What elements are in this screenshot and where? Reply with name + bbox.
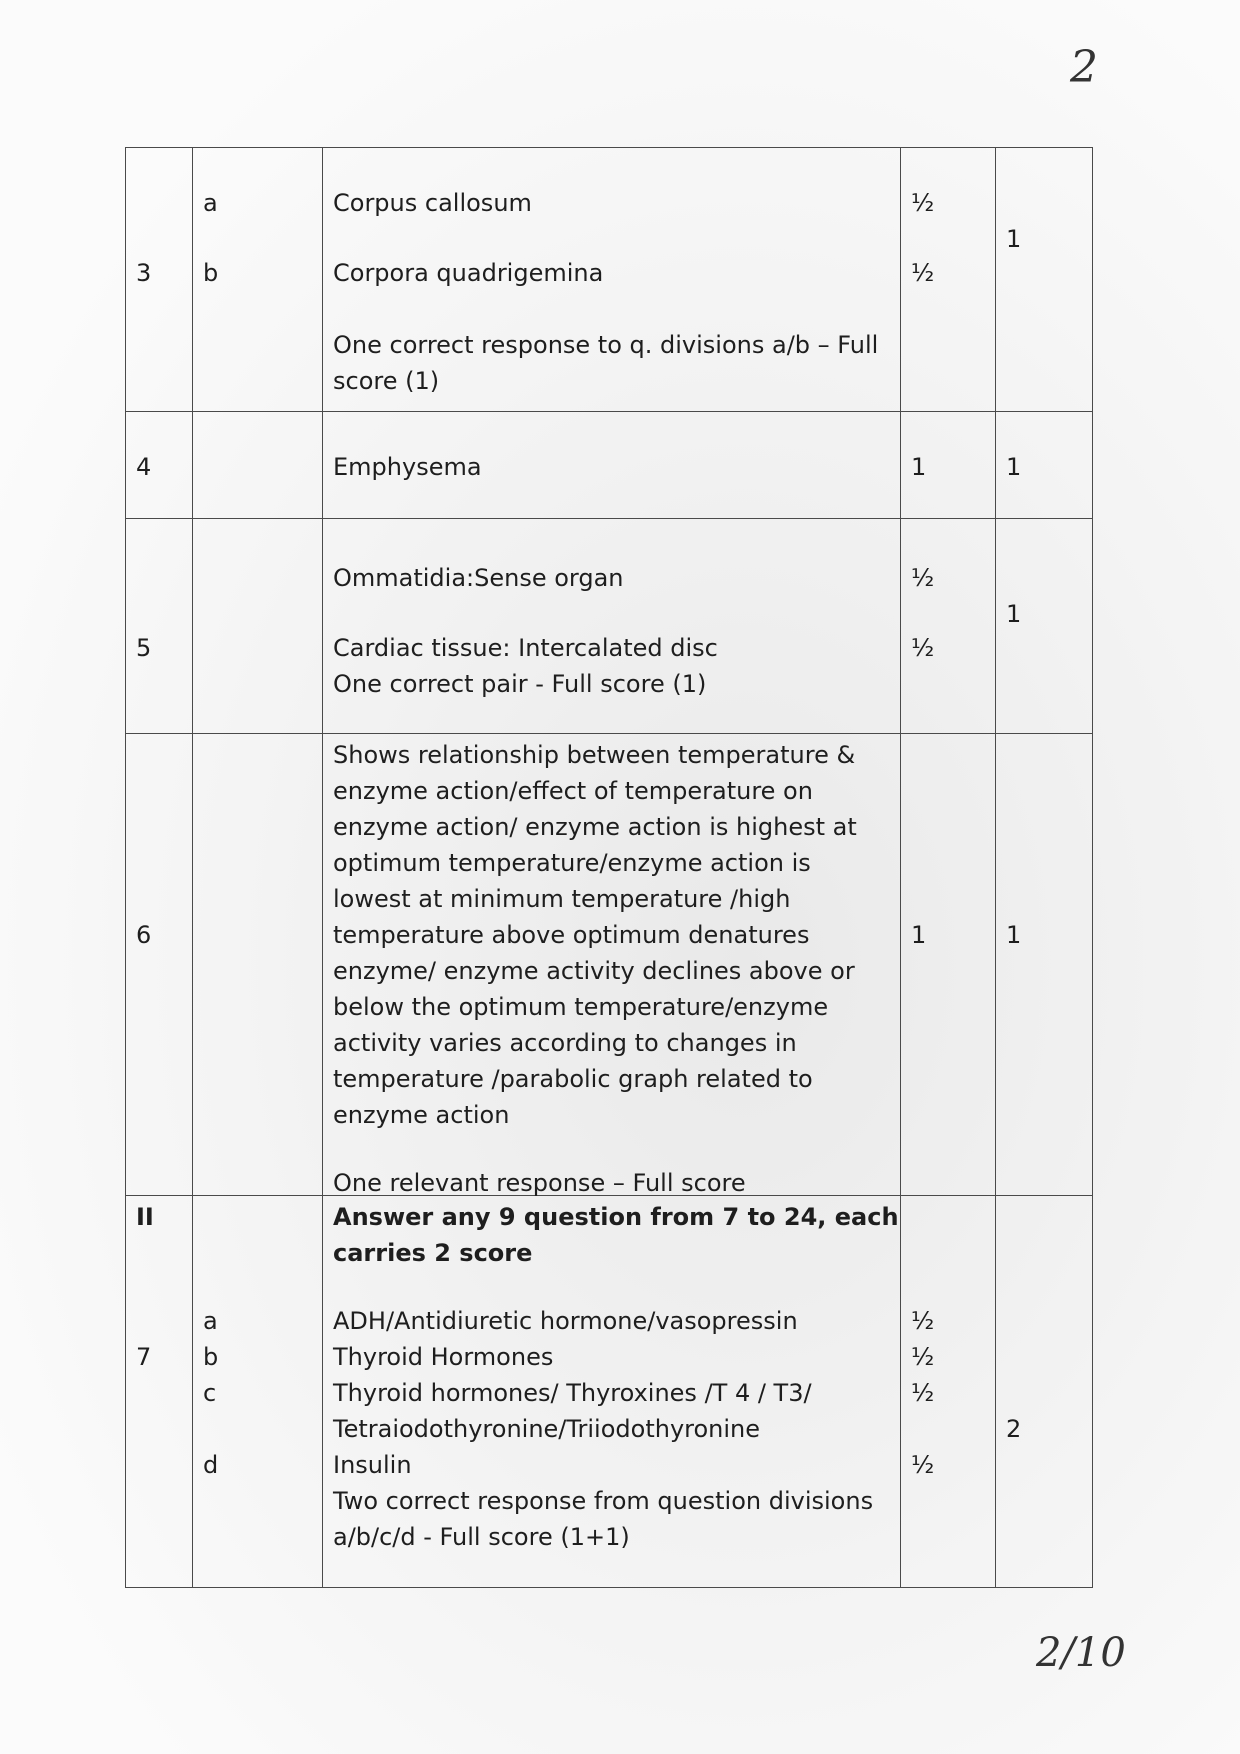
answer-text: Tetraiodothyronine/Triiodothyronine <box>333 1415 761 1443</box>
answer-text: Emphysema <box>333 453 482 481</box>
total-score: 1 <box>1006 921 1022 949</box>
subdivision-label: d <box>203 1451 219 1479</box>
answer-line: lowest at minimum temperature /high <box>333 885 791 913</box>
question-number: 3 <box>136 259 152 287</box>
answer-line: enzyme/ enzyme activity declines above or <box>333 957 855 985</box>
total-cell <box>996 519 1093 734</box>
table-row-q5 <box>126 519 1093 734</box>
answer-line: enzyme action/ enzyme action is highest at <box>333 813 857 841</box>
scoring-note: One correct response to q. divisions a/b – Full <box>333 331 879 359</box>
subdivision-cell <box>193 519 323 734</box>
total-cell <box>996 148 1093 412</box>
score-value: ½ <box>911 564 935 592</box>
answer-line: below the optimum temperature/enzyme <box>333 993 829 1021</box>
subdivision-label: b <box>203 259 219 287</box>
table-row-q7 <box>126 1196 1093 1588</box>
total-cell <box>996 412 1093 519</box>
scoring-note: One correct pair - Full score (1) <box>333 670 707 698</box>
answer-line: activity varies according to changes in <box>333 1029 797 1057</box>
qno-cell <box>126 519 193 734</box>
score-value: ½ <box>911 1451 935 1479</box>
page-number-mark: 2 <box>1070 42 1098 93</box>
score-cell <box>901 148 996 412</box>
total-score: 1 <box>1006 453 1022 481</box>
table-row-q3 <box>126 148 1093 412</box>
answer-text: ADH/Antidiuretic hormone/vasopressin <box>333 1307 798 1335</box>
answer-text: Corpora quadrigemina <box>333 259 604 287</box>
scoring-note: One relevant response – Full score <box>333 1169 746 1197</box>
total-cell <box>996 1196 1093 1588</box>
answer-line: enzyme action/effect of temperature on <box>333 777 813 805</box>
subdivision-cell <box>193 148 323 412</box>
scoring-note: a/b/c/d - Full score (1+1) <box>333 1523 630 1551</box>
answer-text: Ommatidia:Sense organ <box>333 564 624 592</box>
question-number: 6 <box>136 921 152 949</box>
score-cell <box>901 1196 996 1588</box>
question-number: 4 <box>136 453 152 481</box>
answer-cell <box>323 148 901 412</box>
subdivision-label: a <box>203 189 218 217</box>
answer-cell <box>323 519 901 734</box>
score-value: ½ <box>911 1379 935 1407</box>
scoring-note: score (1) <box>333 367 440 395</box>
subdivision-cell <box>193 412 323 519</box>
answer-line: Shows relationship between temperature & <box>333 741 856 769</box>
score-value: ½ <box>911 1343 935 1371</box>
scoring-note: Two correct response from question divisions <box>333 1487 874 1515</box>
answer-line: temperature /parabolic graph related to <box>333 1065 813 1093</box>
question-number: 7 <box>136 1343 152 1371</box>
answer-text: Thyroid Hormones <box>333 1343 554 1371</box>
table-row-q4 <box>126 412 1093 519</box>
answer-text: Cardiac tissue: Intercalated disc <box>333 634 718 662</box>
score-value: ½ <box>911 259 935 287</box>
qno-cell <box>126 148 193 412</box>
answer-text: Thyroid hormones/ Thyroxines /T 4 / T3/ <box>333 1379 812 1407</box>
score-value: 1 <box>911 453 927 481</box>
subdivision-label: b <box>203 1343 219 1371</box>
subdivision-cell <box>193 734 323 1196</box>
total-score: 1 <box>1006 225 1022 253</box>
answer-cell <box>323 412 901 519</box>
answer-line: temperature above optimum denatures <box>333 921 810 949</box>
answer-text: Corpus callosum <box>333 189 532 217</box>
answer-cell <box>323 1196 901 1588</box>
score-value: ½ <box>911 189 935 217</box>
table-row-q6 <box>126 734 1093 1196</box>
answer-line: enzyme action <box>333 1101 510 1129</box>
question-number: 5 <box>136 634 152 662</box>
answer-cell <box>323 734 901 1196</box>
qno-cell <box>126 1196 193 1588</box>
section-heading: carries 2 score <box>333 1239 533 1267</box>
section-heading: Answer any 9 question from 7 to 24, each <box>333 1203 899 1231</box>
subdivision-cell <box>193 1196 323 1588</box>
answer-line: optimum temperature/enzyme action is <box>333 849 811 877</box>
score-cell <box>901 519 996 734</box>
total-score: 2 <box>1006 1415 1022 1443</box>
answer-text: Insulin <box>333 1451 412 1479</box>
score-cell <box>901 412 996 519</box>
qno-cell <box>126 734 193 1196</box>
section-label: II <box>136 1203 154 1231</box>
score-value: 1 <box>911 921 927 949</box>
qno-cell <box>126 412 193 519</box>
subdivision-label: c <box>203 1379 217 1407</box>
subdivision-label: a <box>203 1307 218 1335</box>
score-value: ½ <box>911 634 935 662</box>
score-cell <box>901 734 996 1196</box>
total-cell <box>996 734 1093 1196</box>
answer-key-table <box>125 147 1093 1588</box>
score-value: ½ <box>911 1307 935 1335</box>
page-fraction-mark: 2/10 <box>1036 1630 1126 1676</box>
total-score: 1 <box>1006 600 1022 628</box>
